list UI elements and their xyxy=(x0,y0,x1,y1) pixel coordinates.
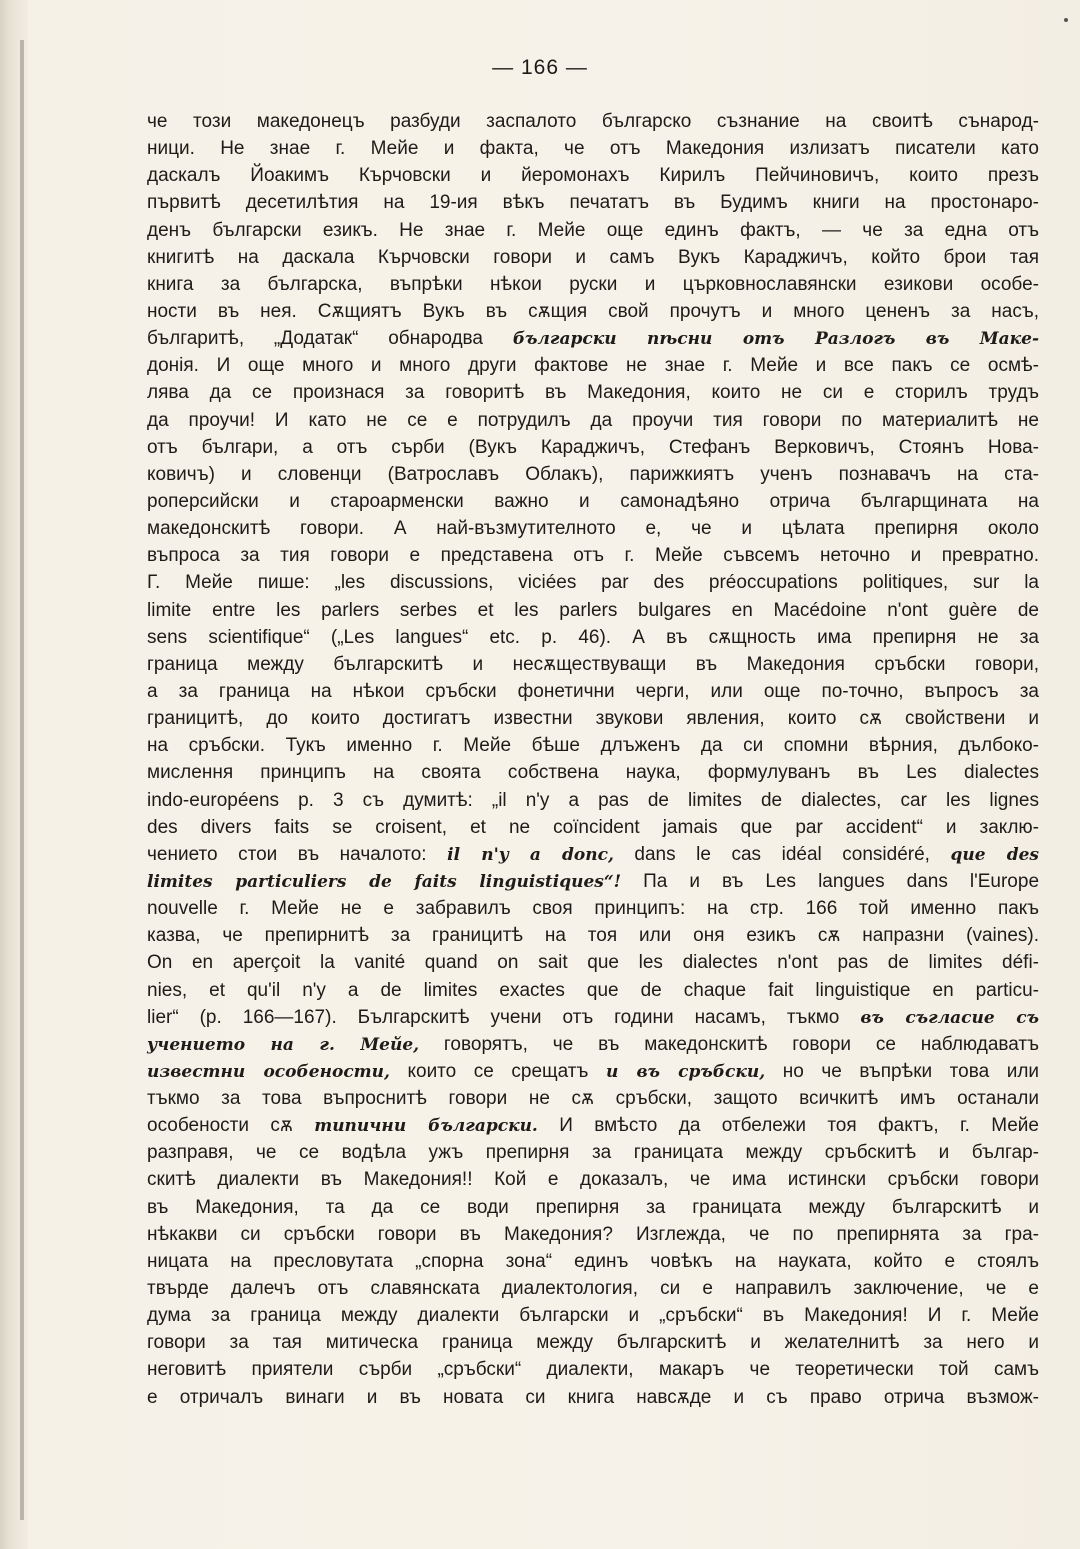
text-line: първитѣ десетилѣтия на 19-ия вѣкъ печататъ въ Будимъ книги на простонаро- xyxy=(147,192,1039,214)
text-line xyxy=(147,1004,1039,1031)
text-line: Г. Мейе пише: „les discussions, viciées par des préoccupations politiques, sur la xyxy=(147,572,1039,594)
text-run: dans le cas idéal considéré, xyxy=(613,843,951,865)
text-run: българитѣ, „Додатак“ обнародва xyxy=(147,328,513,350)
text-line: тъкмо за това въпроснитѣ говори не сѫ сръбски, защото всичкитѣ имъ останали xyxy=(147,1088,1039,1110)
text-line: е отричалъ винаги и въ новата си книга навсѫде и съ право отрича възмож- xyxy=(147,1386,1039,1408)
text-line: разправя, че се водѣла ужъ препирня за границата между сръбскитѣ и българ- xyxy=(147,1142,1039,1164)
text-line: донія. И още много и много други фактове не знае г. Мейе и все пакъ се осмѣ- xyxy=(147,355,1039,377)
text-line: даскалъ Йоакимъ Кърчовски и йеромонахъ Кирилъ Пейчиновичъ, които презъ xyxy=(147,165,1039,187)
text-run: чението стои въ началото: xyxy=(147,843,448,865)
text-run: lier“ (p. 166—167). Българскитѣ учени отъ години насамъ, тъкмо xyxy=(147,1006,861,1028)
text-line xyxy=(147,868,1039,895)
text-line: говори за тая митическа граница между българскитѣ и желателнитѣ за него и xyxy=(147,1332,1039,1354)
text-line: а за граница на нѣкои сръбски фонетични черги, или още по-точно, въпросъ за xyxy=(147,680,1039,702)
text-line: ковичъ) и словенци (Ватрославъ Облакъ), парижкиятъ ученъ познавачъ на ста- xyxy=(147,463,1039,485)
text-line: книга за българска, въпрѣки нѣкои руски и църковнославянски езикови особе- xyxy=(147,273,1039,295)
text-line: скитѣ диалекти въ Македония!! Кой е доказалъ, че има истински сръбски говори xyxy=(147,1169,1039,1191)
text-line: въ Македония, та да се води препирня за границата между българскитѣ и xyxy=(147,1196,1039,1218)
text-line: лява да се произнася за говоритѣ въ Македония, които не си е сторилъ трудъ xyxy=(147,382,1039,404)
italic-emphasis: известни особености, xyxy=(147,1061,390,1082)
text-line xyxy=(147,841,1039,868)
text-line: indo-européens p. 3 съ думитѣ: „il n'y a pas de limites de dialectes, car les lignes xyxy=(147,789,1039,811)
text-line: дума за граница между диалекти български и „сръбски“ въ Македония! И г. Мейе xyxy=(147,1305,1039,1327)
text-line: sens scientifique“ („Les langues“ etc. p. 46). А въ сѫщность има препирня не за xyxy=(147,626,1039,648)
text-run: но че въпрѣки това или xyxy=(765,1060,1040,1082)
scan-speck xyxy=(1064,18,1068,22)
text-line: границитѣ, до които достигатъ известни звукови явления, които сѫ свойствени и xyxy=(147,708,1039,730)
text-line: казва, че препирнитѣ за границитѣ на тоя или оня езикъ сѫ напразни (vaines). xyxy=(147,925,1039,947)
italic-emphasis: учението на г. Мейе, xyxy=(147,1034,420,1055)
italic-emphasis: типични български. xyxy=(314,1116,538,1137)
text-run: Па и въ Les langues dans l'Europe xyxy=(621,870,1040,892)
text-line: ницата на пресловутата „спорна зона“ единъ човѣкъ на науката, който е стоялъ xyxy=(147,1250,1039,1272)
text-line: nouvelle г. Мейе не е забравилъ своя принципъ: на стр. 166 той именно пакъ xyxy=(147,898,1039,920)
text-line: роперсийски и староарменски важно и самонадѣяно отрича българщината на xyxy=(147,490,1039,512)
italic-title: български пѣсни отъ Разлогъ въ Маке- xyxy=(512,329,1039,350)
text-line xyxy=(147,1031,1039,1058)
italic-quote: limites particuliers de faits linguistiques“! xyxy=(147,871,622,892)
italic-quote: il n'y a donc, xyxy=(447,844,614,865)
text-line: ности въ нея. Сѫщиятъ Вукъ въ сѫщия свой прочутъ и много ценeнъ за насъ, xyxy=(147,300,1039,322)
text-line: денъ български езикъ. Не знае г. Мейе още единъ фактъ, — че за една отъ xyxy=(147,219,1039,241)
text-line: въпроса за тия говори е представена отъ г. Мейе съвсемъ неточно и превратно. xyxy=(147,545,1039,567)
page-number: — 166 — xyxy=(492,56,588,79)
text-line: On en aperçoit la vanité quand on sait que les dialectes n'ont pas de limites défi- xyxy=(147,952,1039,974)
text-line: nies, et qu'il n'y a de limites exactes que de chaque fait linguistique en particu- xyxy=(147,979,1039,1001)
text-run: говорятъ, че въ македонскитѣ говори се наблюдаватъ xyxy=(419,1033,1040,1055)
text-run: И вмѣсто да отбележи тоя фактъ, г. Мейе xyxy=(537,1115,1039,1137)
text-line: мислення принципъ на своята собствена наука, формулуванъ въ Les dialectes xyxy=(147,762,1039,784)
italic-quote: que des xyxy=(950,844,1039,865)
italic-emphasis: и въ сръбски, xyxy=(605,1061,766,1082)
text-line: нѣкакви си сръбски говори въ Македония? Изглежда, че по препирнята за гра- xyxy=(147,1223,1039,1245)
margin-rule xyxy=(20,40,24,1520)
text-line: неговитѣ приятели сърби „сръбски“ диалекти, макаръ че теоретически той самъ xyxy=(147,1359,1039,1381)
italic-emphasis: въ съгласие съ xyxy=(860,1007,1039,1028)
text-line: на сръбски. Тукъ именно г. Мейе бѣше длъженъ да си спомни вѣрния, дълбоко- xyxy=(147,735,1039,757)
text-line: да проучи! И като не се е потрудилъ да проучи тия говори по материалитѣ не xyxy=(147,409,1039,431)
text-run: които се срещатъ xyxy=(389,1060,606,1082)
text-line: ници. Не знае г. Мейе и факта, че отъ Македония излизатъ писатели като xyxy=(147,138,1039,160)
text-run: особености сѫ xyxy=(147,1115,315,1137)
text-line: limite entre les parlers serbes et les parlers bulgares en Macédoine n'ont guère de xyxy=(147,599,1039,621)
text-line xyxy=(147,325,1039,352)
text-line: твърде далечъ отъ славянската диалектология, си е направилъ заключение, че е xyxy=(147,1278,1039,1300)
body-text xyxy=(147,108,1039,1411)
text-line: книгитѣ на даскала Кърчовски говори и самъ Вукъ Караджичъ, който брои тая xyxy=(147,246,1039,268)
text-line: македонскитѣ говори. А най-възмутителното е, че и цѣлата препирня около xyxy=(147,518,1039,540)
text-line: des divers faits se croisent, et ne coïncident jamais que par accident“ и заклю- xyxy=(147,816,1039,838)
text-line: отъ българи, а отъ сърби (Вукъ Караджичъ, Стефанъ Верковичъ, Стоянъ Нова- xyxy=(147,436,1039,458)
text-line: граница между българскитѣ и несѫществуващи въ Македония сръбски говори, xyxy=(147,653,1039,675)
text-line xyxy=(147,1058,1039,1085)
text-line: че този македонецъ разбуди заспалото българско съзнание на своитѣ сънарод- xyxy=(147,111,1039,132)
text-line xyxy=(147,1112,1039,1139)
